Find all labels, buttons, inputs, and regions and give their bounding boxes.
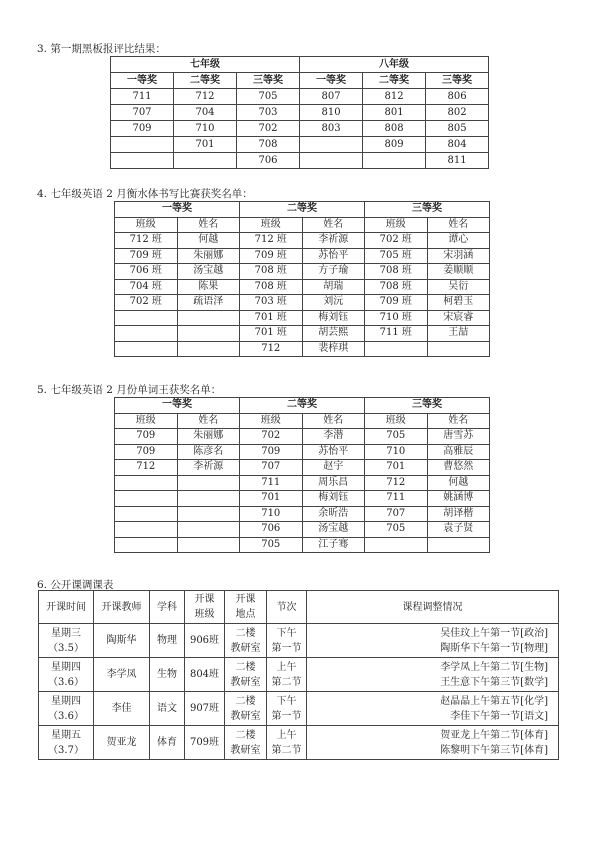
class-cell: 712 班 — [115, 233, 178, 249]
class-cell: 708 班 — [240, 279, 303, 295]
award-header: 一等奖 — [111, 73, 174, 89]
time-cell: 星期五 （3.7） — [39, 726, 94, 760]
class-cell: 701 — [365, 460, 428, 476]
award-header-row — [111, 73, 489, 89]
name-cell: 汤宝越 — [302, 522, 365, 538]
name-cell — [177, 506, 240, 522]
class-cell: 803 — [300, 121, 363, 137]
column-header: 班级 — [115, 413, 178, 429]
subject-cell: 物理 — [150, 624, 185, 658]
table-row — [115, 429, 490, 445]
time-cell: 星期四 （3.6） — [39, 658, 94, 692]
table-row — [115, 491, 490, 507]
class-cell: 806 — [426, 89, 489, 105]
subject-cell: 语文 — [150, 692, 185, 726]
class-cell: 711 — [365, 491, 428, 507]
name-cell: 宋羽涵 — [427, 248, 490, 264]
cls-cell: 709班 — [185, 726, 225, 760]
table-row — [115, 248, 490, 264]
class-cell — [115, 506, 178, 522]
class-cell: 711 — [240, 475, 303, 491]
class-cell: 801 — [363, 105, 426, 121]
column-header: 姓名 — [177, 413, 240, 429]
word-king-awards-table — [114, 397, 490, 553]
column-header: 班级 — [365, 217, 428, 233]
place-cell: 二楼 教研室 — [225, 658, 267, 692]
name-cell: 曹悠然 — [427, 460, 490, 476]
table-row — [115, 522, 490, 538]
table-row — [115, 279, 490, 295]
name-cell: 梅刘钰 — [302, 491, 365, 507]
column-header: 节次 — [267, 591, 307, 624]
class-cell: 807 — [300, 89, 363, 105]
name-cell: 梅刘钰 — [302, 310, 365, 326]
teacher-cell: 陶斯华 — [94, 624, 150, 658]
name-cell: 胡译楷 — [427, 506, 490, 522]
place-cell: 二楼 教研室 — [225, 692, 267, 726]
table-row — [111, 105, 489, 121]
class-cell: 802 — [426, 105, 489, 121]
class-cell: 705 — [365, 522, 428, 538]
subject-cell: 体育 — [150, 726, 185, 760]
class-cell: 708 班 — [365, 264, 428, 280]
section-4-title: 4. 七年级英语 2 月衡水体书写比赛获奖名单： — [37, 188, 253, 200]
column-header: 班级 — [115, 217, 178, 233]
column-header: 班级 — [365, 413, 428, 429]
table-row — [115, 506, 490, 522]
column-header: 姓名 — [427, 413, 490, 429]
time-cell: 星期四 （3.6） — [39, 692, 94, 726]
class-cell: 709 班 — [115, 248, 178, 264]
name-cell: 苏怡平 — [302, 444, 365, 460]
class-cell — [300, 153, 363, 169]
period-cell: 下午 第一节 — [267, 692, 307, 726]
table-row — [39, 726, 559, 760]
class-cell: 701 班 — [240, 326, 303, 342]
column-header: 姓名 — [302, 217, 365, 233]
class-cell: 707 — [240, 460, 303, 476]
name-cell: 谭心 — [427, 233, 490, 249]
class-cell: 706 — [240, 522, 303, 538]
award-header: 一等奖 — [115, 398, 240, 414]
blackboard-results-table — [110, 56, 489, 169]
name-cell: 宋宸睿 — [427, 310, 490, 326]
open-class-schedule-table — [38, 590, 559, 760]
name-cell: 陈彦名 — [177, 444, 240, 460]
teacher-cell: 贺亚龙 — [94, 726, 150, 760]
table-row — [111, 89, 489, 105]
column-header: 班级 — [240, 413, 303, 429]
cls-cell: 907班 — [185, 692, 225, 726]
cls-cell: 906班 — [185, 624, 225, 658]
class-cell: 804 — [426, 137, 489, 153]
teacher-cell: 李佳 — [94, 692, 150, 726]
section-5-title: 5. 七年级英语 2 月份单词王获奖名单： — [37, 384, 222, 396]
award-header: 一等奖 — [115, 202, 240, 218]
class-cell: 706 — [237, 153, 300, 169]
class-cell: 710 班 — [365, 310, 428, 326]
name-cell: 刘沅 — [302, 295, 365, 311]
class-cell: 709 — [111, 121, 174, 137]
cls-cell: 804班 — [185, 658, 225, 692]
adjust-cell: 赵晶晶上午第五节[化学] 李佳下午第一节[语文] — [307, 692, 559, 726]
column-header: 班级 — [240, 217, 303, 233]
name-cell: 周乐昌 — [302, 475, 365, 491]
table-row — [115, 326, 490, 342]
section-3-title: 3. 第一期黑板报评比结果： — [37, 43, 166, 55]
award-header: 二等奖 — [174, 73, 237, 89]
award-header: 一等奖 — [300, 73, 363, 89]
name-cell: 陈果 — [177, 279, 240, 295]
grade-7-header: 七年级 — [111, 57, 300, 73]
class-cell: 706 班 — [115, 264, 178, 280]
table-row — [111, 137, 489, 153]
name-cell: 姜顺顺 — [427, 264, 490, 280]
name-cell: 姚涵博 — [427, 491, 490, 507]
table-row — [115, 475, 490, 491]
name-cell — [177, 341, 240, 357]
adjust-cell: 贺亚龙上午第二节[体育] 陈黎明下午第三节[体育] — [307, 726, 559, 760]
class-cell: 808 — [363, 121, 426, 137]
class-cell: 705 — [237, 89, 300, 105]
class-cell: 701 — [174, 137, 237, 153]
class-cell: 707 — [111, 105, 174, 121]
name-cell: 朱丽娜 — [177, 429, 240, 445]
header-row — [39, 591, 559, 624]
column-header: 姓名 — [177, 217, 240, 233]
name-cell: 裴梓琪 — [302, 341, 365, 357]
name-cell: 余昕浩 — [302, 506, 365, 522]
table-row — [111, 153, 489, 169]
award-header: 三等奖 — [365, 202, 490, 218]
award-header: 三等奖 — [237, 73, 300, 89]
table-row — [39, 658, 559, 692]
class-cell: 805 — [426, 121, 489, 137]
name-cell: 朱丽娜 — [177, 248, 240, 264]
name-cell: 李祈源 — [177, 460, 240, 476]
column-header: 开课 班级 — [185, 591, 225, 624]
name-cell — [427, 537, 490, 553]
class-cell: 703 — [237, 105, 300, 121]
class-cell — [363, 153, 426, 169]
class-cell: 704 — [174, 105, 237, 121]
name-cell: 江子骞 — [302, 537, 365, 553]
class-cell: 710 — [240, 506, 303, 522]
class-cell: 708 班 — [240, 264, 303, 280]
class-cell: 704 班 — [115, 279, 178, 295]
class-cell: 701 班 — [240, 310, 303, 326]
table-row — [39, 692, 559, 726]
subheader-row — [115, 217, 490, 233]
name-cell: 何越 — [427, 475, 490, 491]
column-header: 开课时间 — [39, 591, 94, 624]
award-header: 二等奖 — [363, 73, 426, 89]
place-cell: 二楼 教研室 — [225, 624, 267, 658]
class-cell — [115, 522, 178, 538]
table-row — [115, 310, 490, 326]
table-row — [115, 444, 490, 460]
class-cell: 705 — [240, 537, 303, 553]
name-cell: 吴衍 — [427, 279, 490, 295]
class-cell — [365, 537, 428, 553]
name-cell: 高雅辰 — [427, 444, 490, 460]
class-cell — [111, 153, 174, 169]
period-cell: 上午 第二节 — [267, 726, 307, 760]
name-cell: 何越 — [177, 233, 240, 249]
column-header: 开课教师 — [94, 591, 150, 624]
name-cell: 疏语泽 — [177, 295, 240, 311]
name-cell: 李祈源 — [302, 233, 365, 249]
class-cell — [111, 137, 174, 153]
class-cell: 705 班 — [365, 248, 428, 264]
class-cell — [115, 491, 178, 507]
class-cell: 712 — [365, 475, 428, 491]
name-cell: 方子瑜 — [302, 264, 365, 280]
name-cell — [177, 522, 240, 538]
name-cell — [177, 475, 240, 491]
table-row — [115, 233, 490, 249]
class-cell: 711 — [111, 89, 174, 105]
class-cell: 705 — [365, 429, 428, 445]
class-cell: 702 班 — [115, 295, 178, 311]
award-header: 三等奖 — [426, 73, 489, 89]
table-row — [115, 537, 490, 553]
table-row — [115, 341, 490, 357]
class-cell: 811 — [426, 153, 489, 169]
period-cell: 上午 第二节 — [267, 658, 307, 692]
place-cell: 二楼 教研室 — [225, 726, 267, 760]
class-cell — [365, 341, 428, 357]
name-cell: 李潜 — [302, 429, 365, 445]
name-cell: 汤宝越 — [177, 264, 240, 280]
table-row — [39, 624, 559, 658]
name-cell — [177, 491, 240, 507]
name-cell: 胡芸熙 — [302, 326, 365, 342]
subheader-row — [115, 413, 490, 429]
class-cell — [300, 137, 363, 153]
award-header-row — [115, 398, 490, 414]
name-cell — [177, 326, 240, 342]
name-cell: 袁子贤 — [427, 522, 490, 538]
name-cell: 王喆 — [427, 326, 490, 342]
award-header-row — [115, 202, 490, 218]
class-cell: 709 班 — [365, 295, 428, 311]
class-cell — [115, 537, 178, 553]
handwriting-awards-table — [114, 201, 490, 357]
table-row — [111, 121, 489, 137]
name-cell: 苏怡平 — [302, 248, 365, 264]
class-cell: 703 班 — [240, 295, 303, 311]
time-cell: 星期三 （3.5） — [39, 624, 94, 658]
class-cell: 711 班 — [365, 326, 428, 342]
class-cell — [174, 153, 237, 169]
class-cell: 712 — [240, 341, 303, 357]
class-cell: 710 — [365, 444, 428, 460]
subject-cell: 生物 — [150, 658, 185, 692]
period-cell: 下午 第一节 — [267, 624, 307, 658]
class-cell: 810 — [300, 105, 363, 121]
class-cell: 701 — [240, 491, 303, 507]
column-header: 姓名 — [427, 217, 490, 233]
class-cell — [115, 310, 178, 326]
award-header: 二等奖 — [240, 398, 365, 414]
class-cell: 707 — [365, 506, 428, 522]
class-cell: 702 — [240, 429, 303, 445]
grade-header-row — [111, 57, 489, 73]
class-cell: 702 — [237, 121, 300, 137]
table-row — [115, 295, 490, 311]
class-cell — [115, 326, 178, 342]
column-header: 课程调整情况 — [307, 591, 559, 624]
award-header: 三等奖 — [365, 398, 490, 414]
name-cell — [177, 537, 240, 553]
section-6-title: 6. 公开课调课表 — [37, 579, 114, 591]
class-cell: 710 — [174, 121, 237, 137]
adjust-cell: 李学凤上午第二节[生物] 王生意下午第三节[数学] — [307, 658, 559, 692]
name-cell: 柯碧玉 — [427, 295, 490, 311]
class-cell: 812 — [363, 89, 426, 105]
class-cell: 709 — [240, 444, 303, 460]
class-cell: 708 — [237, 137, 300, 153]
column-header: 学科 — [150, 591, 185, 624]
column-header: 开课 地点 — [225, 591, 267, 624]
award-header: 二等奖 — [240, 202, 365, 218]
class-cell — [115, 341, 178, 357]
class-cell — [115, 475, 178, 491]
column-header: 姓名 — [302, 413, 365, 429]
class-cell: 712 — [174, 89, 237, 105]
class-cell: 709 班 — [240, 248, 303, 264]
class-cell: 712 — [115, 460, 178, 476]
class-cell: 712 班 — [240, 233, 303, 249]
class-cell: 709 — [115, 429, 178, 445]
name-cell — [427, 341, 490, 357]
class-cell: 708 班 — [365, 279, 428, 295]
class-cell: 709 — [115, 444, 178, 460]
teacher-cell: 李学凤 — [94, 658, 150, 692]
table-row — [115, 460, 490, 476]
name-cell: 赵宇 — [302, 460, 365, 476]
name-cell: 胡瑞 — [302, 279, 365, 295]
name-cell: 唐雪苏 — [427, 429, 490, 445]
class-cell: 809 — [363, 137, 426, 153]
adjust-cell: 吴佳玟上午第一节[政治] 陶斯华下午第一节[物理] — [307, 624, 559, 658]
class-cell: 702 班 — [365, 233, 428, 249]
name-cell — [177, 310, 240, 326]
grade-8-header: 八年级 — [300, 57, 489, 73]
table-row — [115, 264, 490, 280]
